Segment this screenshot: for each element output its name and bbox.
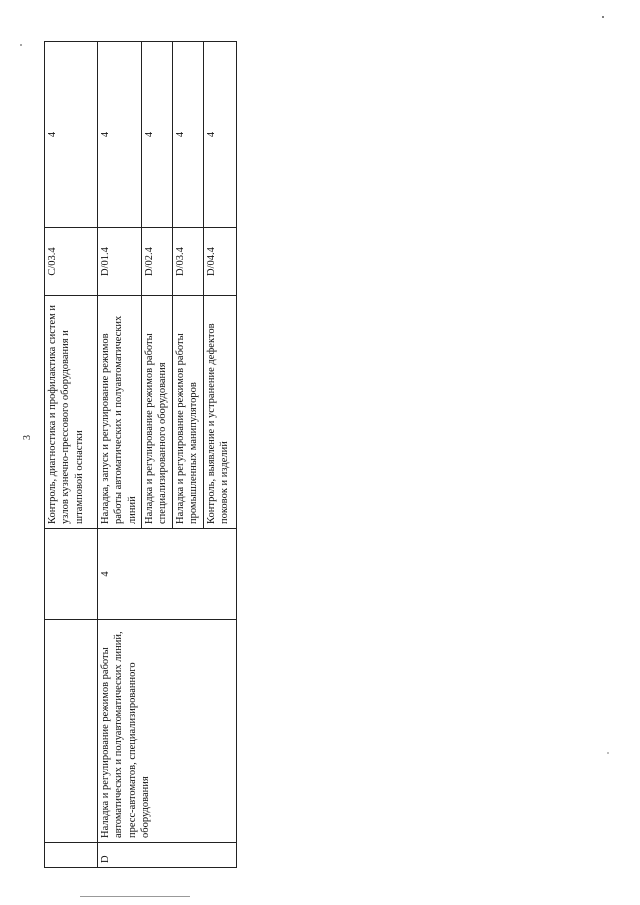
generalized-function-name bbox=[45, 620, 98, 843]
table-row bbox=[98, 42, 142, 868]
labor-function-code: D/04.4 bbox=[204, 228, 237, 296]
labor-function-code: D/02.4 bbox=[142, 228, 173, 296]
scan-edge-mark bbox=[80, 896, 190, 897]
labor-function-level: 4 bbox=[45, 42, 98, 228]
labor-function-code: C/03.4 bbox=[45, 228, 98, 296]
labor-function-code: D/03.4 bbox=[173, 228, 204, 296]
labor-function-name: Наладка, запуск и регулирование режимов работы автоматических и полуавтоматических линий bbox=[98, 296, 142, 529]
labor-function-name: Контроль, диагностика и профилактика систем и узлов кузнечно-прессового оборудования и штамповой оснастки bbox=[45, 296, 98, 529]
labor-function-code: D/01.4 bbox=[98, 228, 142, 296]
labor-function-level: 4 bbox=[173, 42, 204, 228]
generalized-function-name: Наладка и регулирование режимов работы автоматических и полуавтоматических линий, пресс-автоматов, специализированного оборудования bbox=[98, 620, 237, 843]
scan-speck bbox=[607, 752, 609, 754]
table-row bbox=[45, 42, 98, 868]
generalized-function-letter bbox=[45, 843, 98, 868]
labor-function-level: 4 bbox=[142, 42, 173, 228]
labor-function-name: Наладка и регулирование режимов работы специализированного оборудования bbox=[142, 296, 173, 529]
labor-function-name: Наладка и регулирование режимов работы промышленных манипуляторов bbox=[173, 296, 204, 529]
labor-function-level: 4 bbox=[98, 42, 142, 228]
generalized-function-letter: D bbox=[98, 843, 237, 868]
functions-table bbox=[44, 41, 237, 868]
labor-function-name: Контроль, выявление и устранение дефектов поковок и изделий bbox=[204, 296, 237, 529]
scan-speck bbox=[602, 16, 604, 18]
labor-function-level: 4 bbox=[204, 42, 237, 228]
page-number: 3 bbox=[22, 435, 33, 440]
scan-speck bbox=[20, 44, 22, 46]
generalized-function-level: 4 bbox=[98, 529, 237, 620]
generalized-function-level bbox=[45, 529, 98, 620]
functions-table-rotated bbox=[44, 42, 236, 868]
